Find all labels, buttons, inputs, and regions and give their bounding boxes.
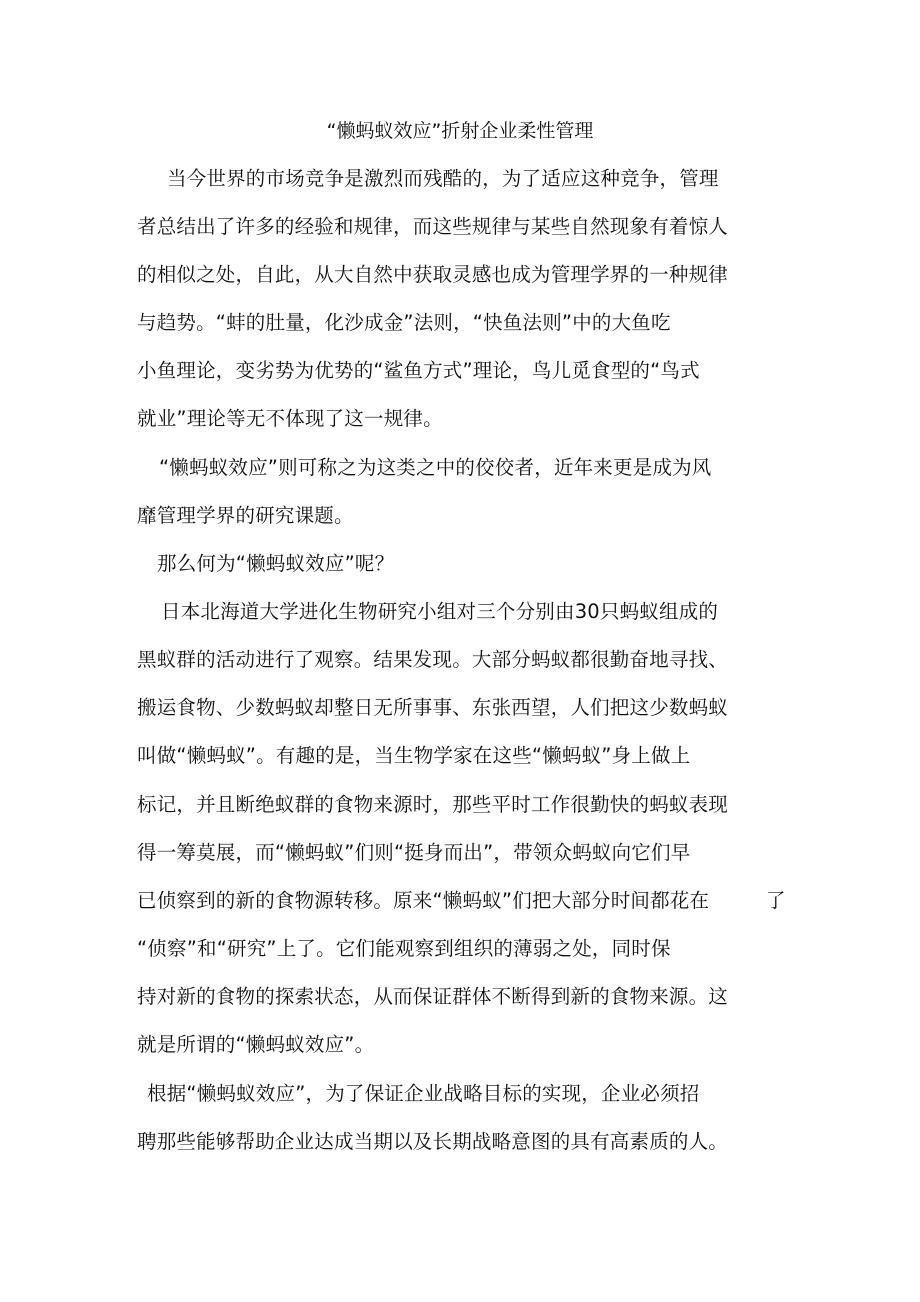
text-line: 日本北海道大学进化生物研究小组对三个分别由30只蚂蚁组成的	[161, 600, 719, 623]
text-line: 了	[766, 889, 786, 912]
text-line: “懒蚂蚁效应”则可称之为这类之中的佼佼者，近年来更是成为风	[159, 456, 712, 479]
text-line: 与趋势。“蚌的肚量，化沙成金”法则，“快鱼法则”中的大鱼吃	[137, 311, 671, 334]
text-line: 靡管理学界的研究课题。	[137, 504, 354, 527]
text-line: 就是所谓的“懒蚂蚁效应”。	[137, 1033, 375, 1056]
text-line: “侦察”和“研究”上了。它们能观察到组织的薄弱之处，同时保	[137, 937, 671, 960]
text-line: 已侦察到的新的食物源转移。原来“懒蚂蚁”们把大部分时间都花在	[137, 889, 710, 912]
text-line: 聘那些能够帮助企业达成当期以及长期战略意图的具有高素质的人。	[137, 1130, 729, 1153]
text-line: 标记，并且断绝蚁群的食物来源时，那些平时工作很勤快的蚂蚁表现	[137, 793, 729, 816]
text-line: 得一筹莫展，而“懒蚂蚁”们则“挺身而出”，带领众蚂蚁向它们早	[137, 841, 691, 864]
text-line: 的相似之处，自此，从大自然中获取灵感也成为管理学界的一种规律	[137, 263, 729, 286]
text-line: 搬运食物、少数蚂蚁却整日无所事事、东张西望，人们把这少数蚂蚁	[137, 696, 729, 719]
text-line: 叫做“懒蚂蚁”。有趣的是，当生物学家在这些“懒蚂蚁”身上做上	[137, 744, 691, 767]
text-line: 就业”理论等无不体现了这一规律。	[137, 407, 443, 430]
text-line: 小鱼理论，变劣势为优势的“鲨鱼方式”理论，鸟儿觅食型的“鸟式	[137, 359, 700, 382]
text-line: 根据“懒蚂蚁效应”，为了保证企业战略目标的实现，企业必须招	[147, 1082, 700, 1105]
text-line: 持对新的食物的探索状态，从而保证群体不断得到新的食物来源。这	[137, 985, 729, 1008]
document-title: “懒蚂蚁效应”折射企业柔性管理	[326, 120, 594, 142]
text-line: 当今世界的市场竞争是激烈而残酷的，为了适应这种竞争，管理	[167, 167, 719, 190]
text-line: 者总结出了许多的经验和规律，而这些规律与某些自然现象有着惊人	[137, 215, 729, 238]
text-line: 黑蚁群的活动进行了观察。结果发现。大部分蚂蚁都很勤奋地寻找、	[137, 648, 729, 671]
text-line: 那么何为“懒蚂蚁效应”呢？	[157, 552, 395, 575]
